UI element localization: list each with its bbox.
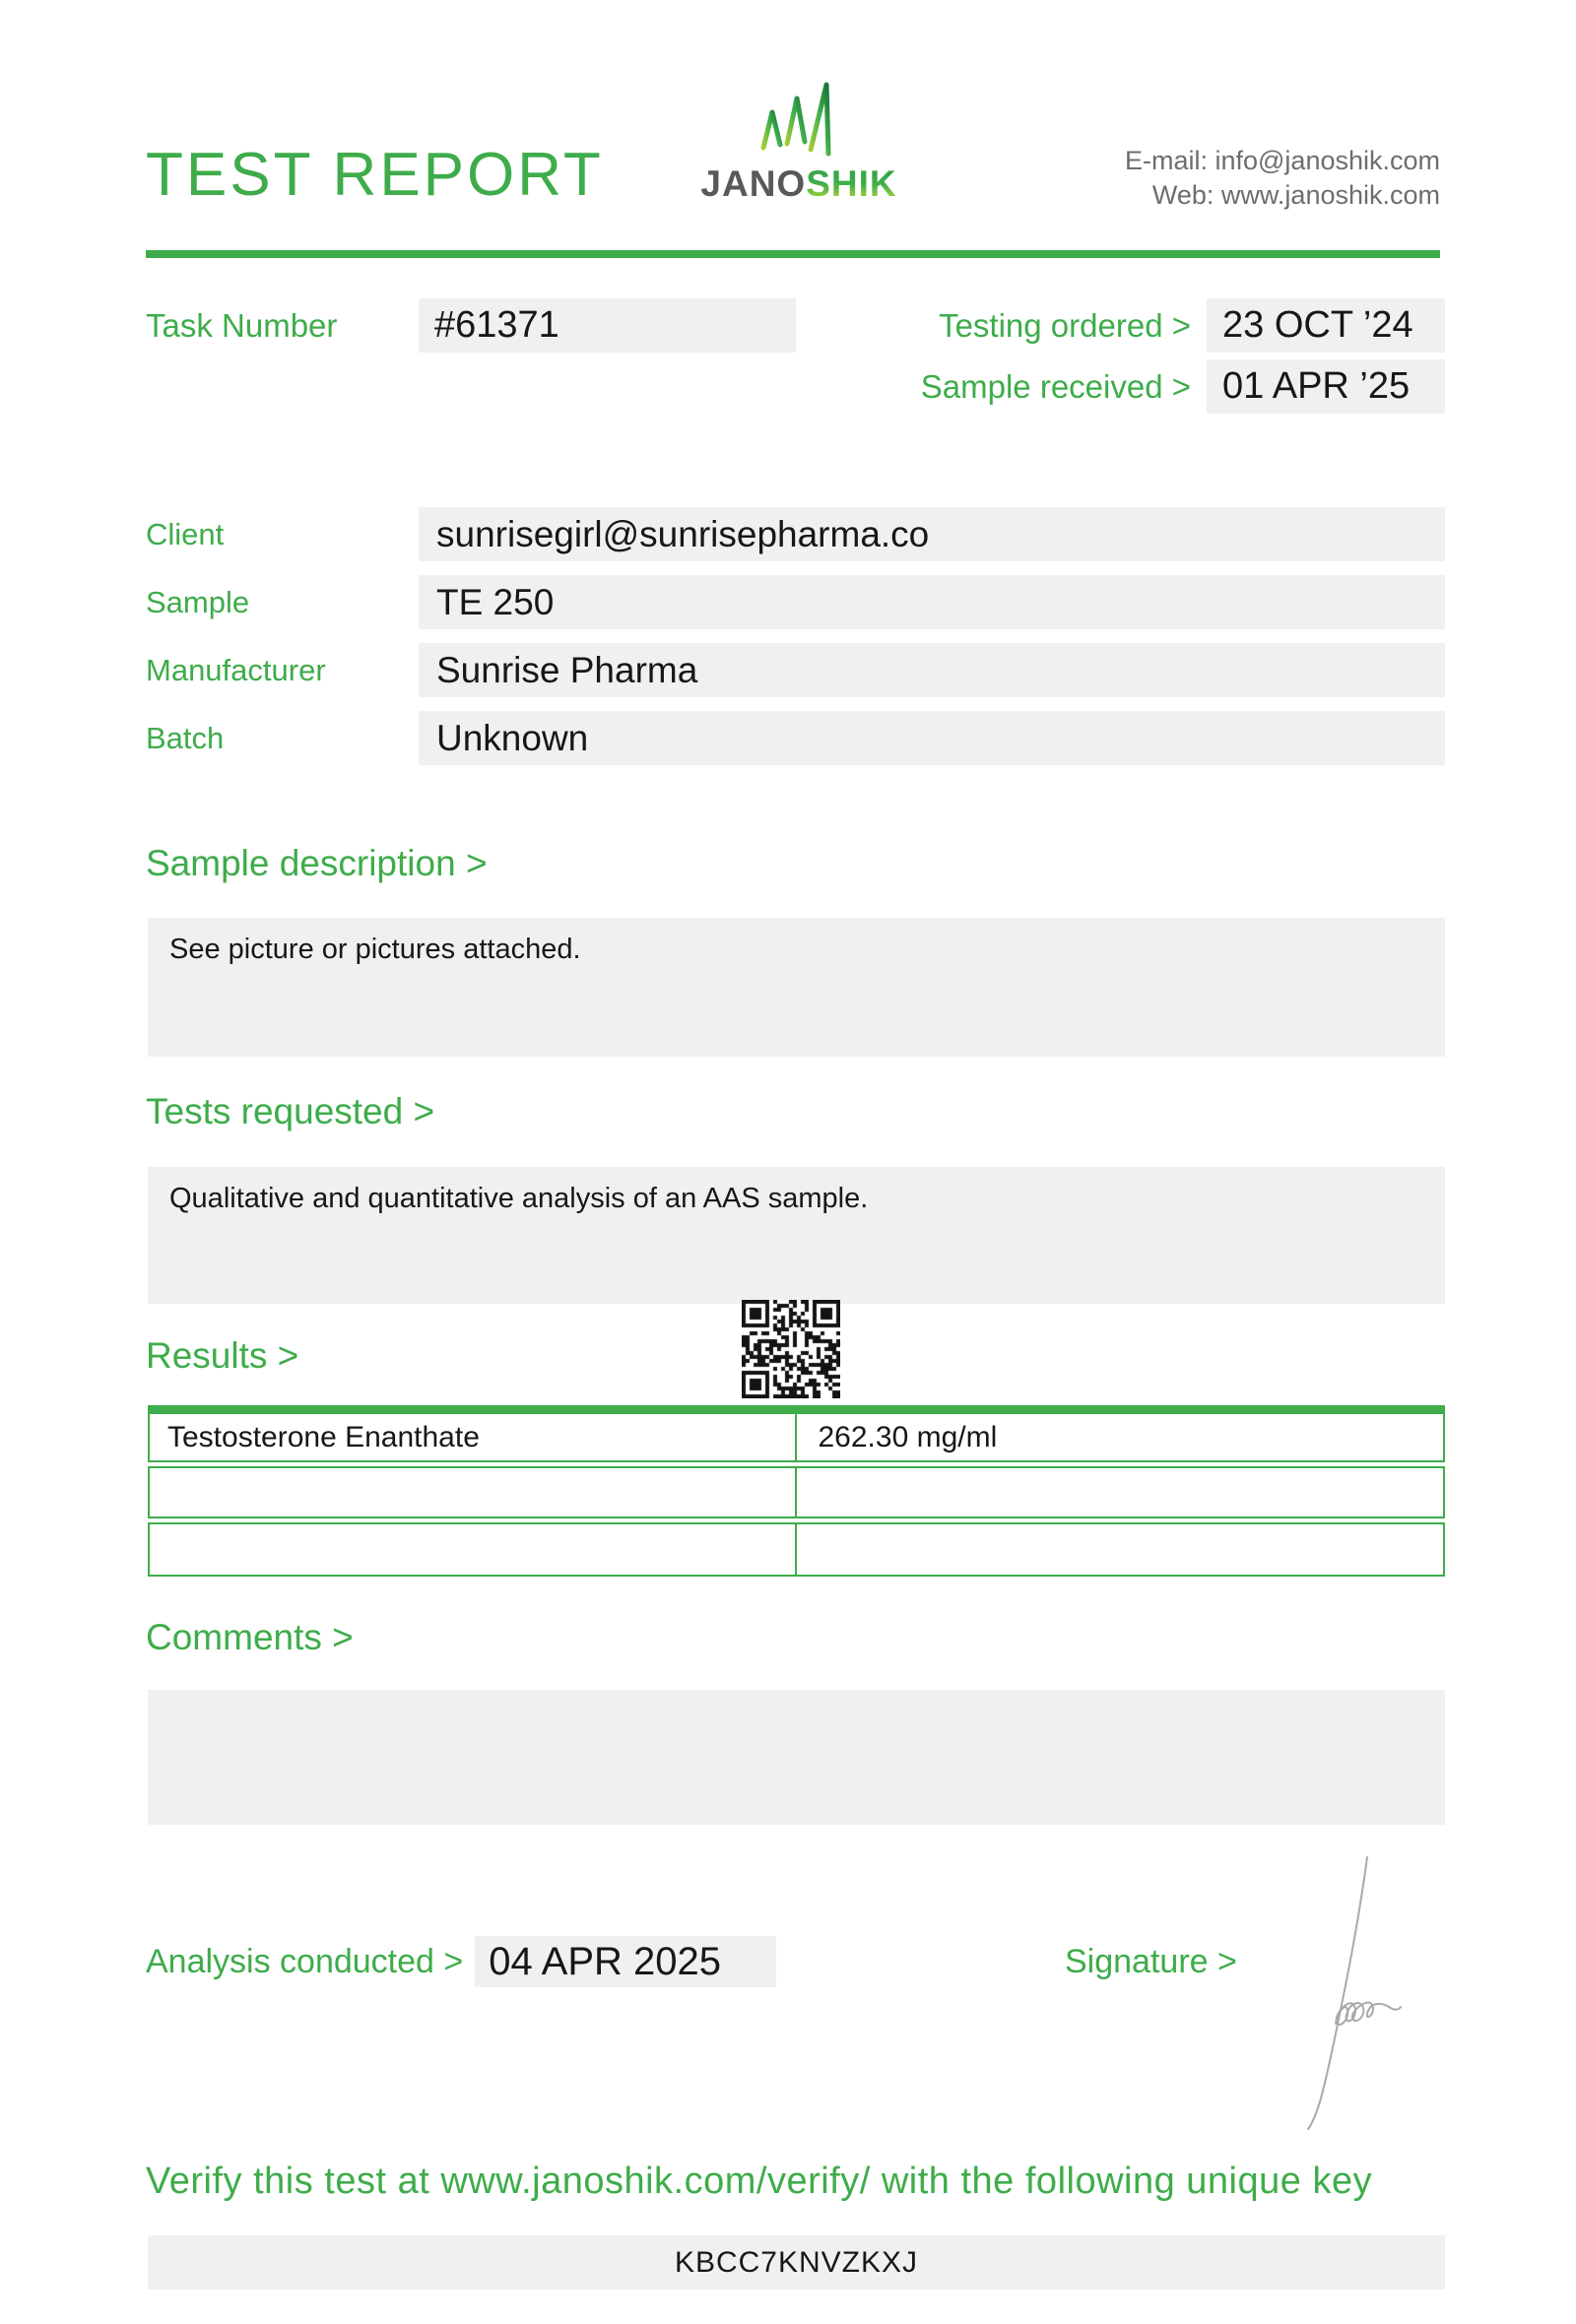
manufacturer-label: Manufacturer — [146, 652, 326, 687]
comments-heading: Comments > — [146, 1617, 354, 1657]
table-row — [148, 1522, 1445, 1577]
meta-row-2 — [146, 359, 1445, 414]
table-row — [148, 1466, 1445, 1518]
sample-received-value: 01 APR ’25 — [1207, 359, 1445, 414]
results-heading: Results > — [146, 1335, 299, 1376]
web-label: Web: — [1151, 180, 1215, 210]
sample-received-label: Sample received > — [920, 367, 1191, 405]
results-table — [148, 1405, 1445, 1577]
verify-key: KBCC7KNVZKXJ — [148, 2235, 1445, 2290]
result-value: 262.30 mg/ml — [818, 1420, 998, 1453]
analysis-row — [146, 1936, 1445, 1987]
comments-box — [148, 1690, 1445, 1825]
result-value — [797, 1524, 1444, 1575]
signature-label: Signature > — [1065, 1942, 1237, 1980]
client-value: sunrisegirl@sunrisepharma.co — [419, 507, 1445, 561]
tests-requested-heading: Tests requested > — [146, 1091, 435, 1131]
logo-chart-icon — [752, 79, 846, 158]
page-title: TEST REPORT — [146, 141, 604, 209]
analysis-conducted-label: Analysis conducted > — [146, 1942, 464, 1980]
sample-info-block — [146, 507, 1445, 779]
table-row — [148, 1412, 1445, 1462]
client-label: Client — [146, 516, 225, 551]
batch-value: Unknown — [419, 711, 1445, 765]
info-row-manufacturer — [146, 643, 1445, 697]
result-name — [150, 1468, 797, 1517]
logo-jano: JANO — [700, 163, 807, 204]
logo-shik: SHIK — [806, 163, 897, 204]
sample-description-box: See picture or pictures attached. — [148, 918, 1445, 1057]
testing-ordered-value: 23 OCT ’24 — [1207, 298, 1445, 353]
result-name: Testosterone Enanthate — [150, 1414, 797, 1460]
batch-label: Batch — [146, 720, 225, 755]
contact-block — [1125, 144, 1440, 213]
analysis-inner — [146, 1936, 1445, 1987]
testing-ordered-label: Testing ordered > — [939, 306, 1191, 344]
email-value: info@janoshik.com — [1215, 146, 1440, 175]
spacer — [146, 359, 921, 414]
logo-wordmark — [690, 163, 908, 205]
signature-scribble — [1288, 1854, 1405, 2132]
sample-value: TE 250 — [419, 575, 1445, 629]
email-label: E-mail: — [1124, 146, 1208, 175]
manufacturer-value: Sunrise Pharma — [419, 643, 1445, 697]
sample-label: Sample — [146, 584, 250, 619]
verify-instruction: Verify this test at www.janoshik.com/verify/ with the following unique key — [146, 2161, 1373, 2202]
qr-code — [742, 1300, 840, 1398]
contact-web-line — [1125, 178, 1440, 213]
results-table-topbar — [148, 1405, 1445, 1412]
spacer — [796, 298, 939, 353]
contact-email-line — [1125, 144, 1440, 178]
header-divider — [146, 250, 1440, 258]
task-number-label: Task Number — [146, 306, 338, 344]
tests-requested-box: Qualitative and quantitative analysis of an AAS sample. — [148, 1167, 1445, 1304]
task-number-value: #61371 — [419, 298, 796, 353]
result-value — [797, 1468, 1444, 1517]
janoshik-logo — [690, 79, 908, 205]
meta-row-1 — [146, 298, 1445, 353]
info-row-client — [146, 507, 1445, 561]
analysis-conducted-value: 04 APR 2025 — [475, 1936, 776, 1987]
sample-description-heading: Sample description > — [146, 843, 488, 883]
result-name — [150, 1524, 797, 1575]
info-row-sample — [146, 575, 1445, 629]
meta-block — [146, 298, 1445, 420]
info-row-batch — [146, 711, 1445, 765]
web-value: www.janoshik.com — [1220, 180, 1440, 210]
